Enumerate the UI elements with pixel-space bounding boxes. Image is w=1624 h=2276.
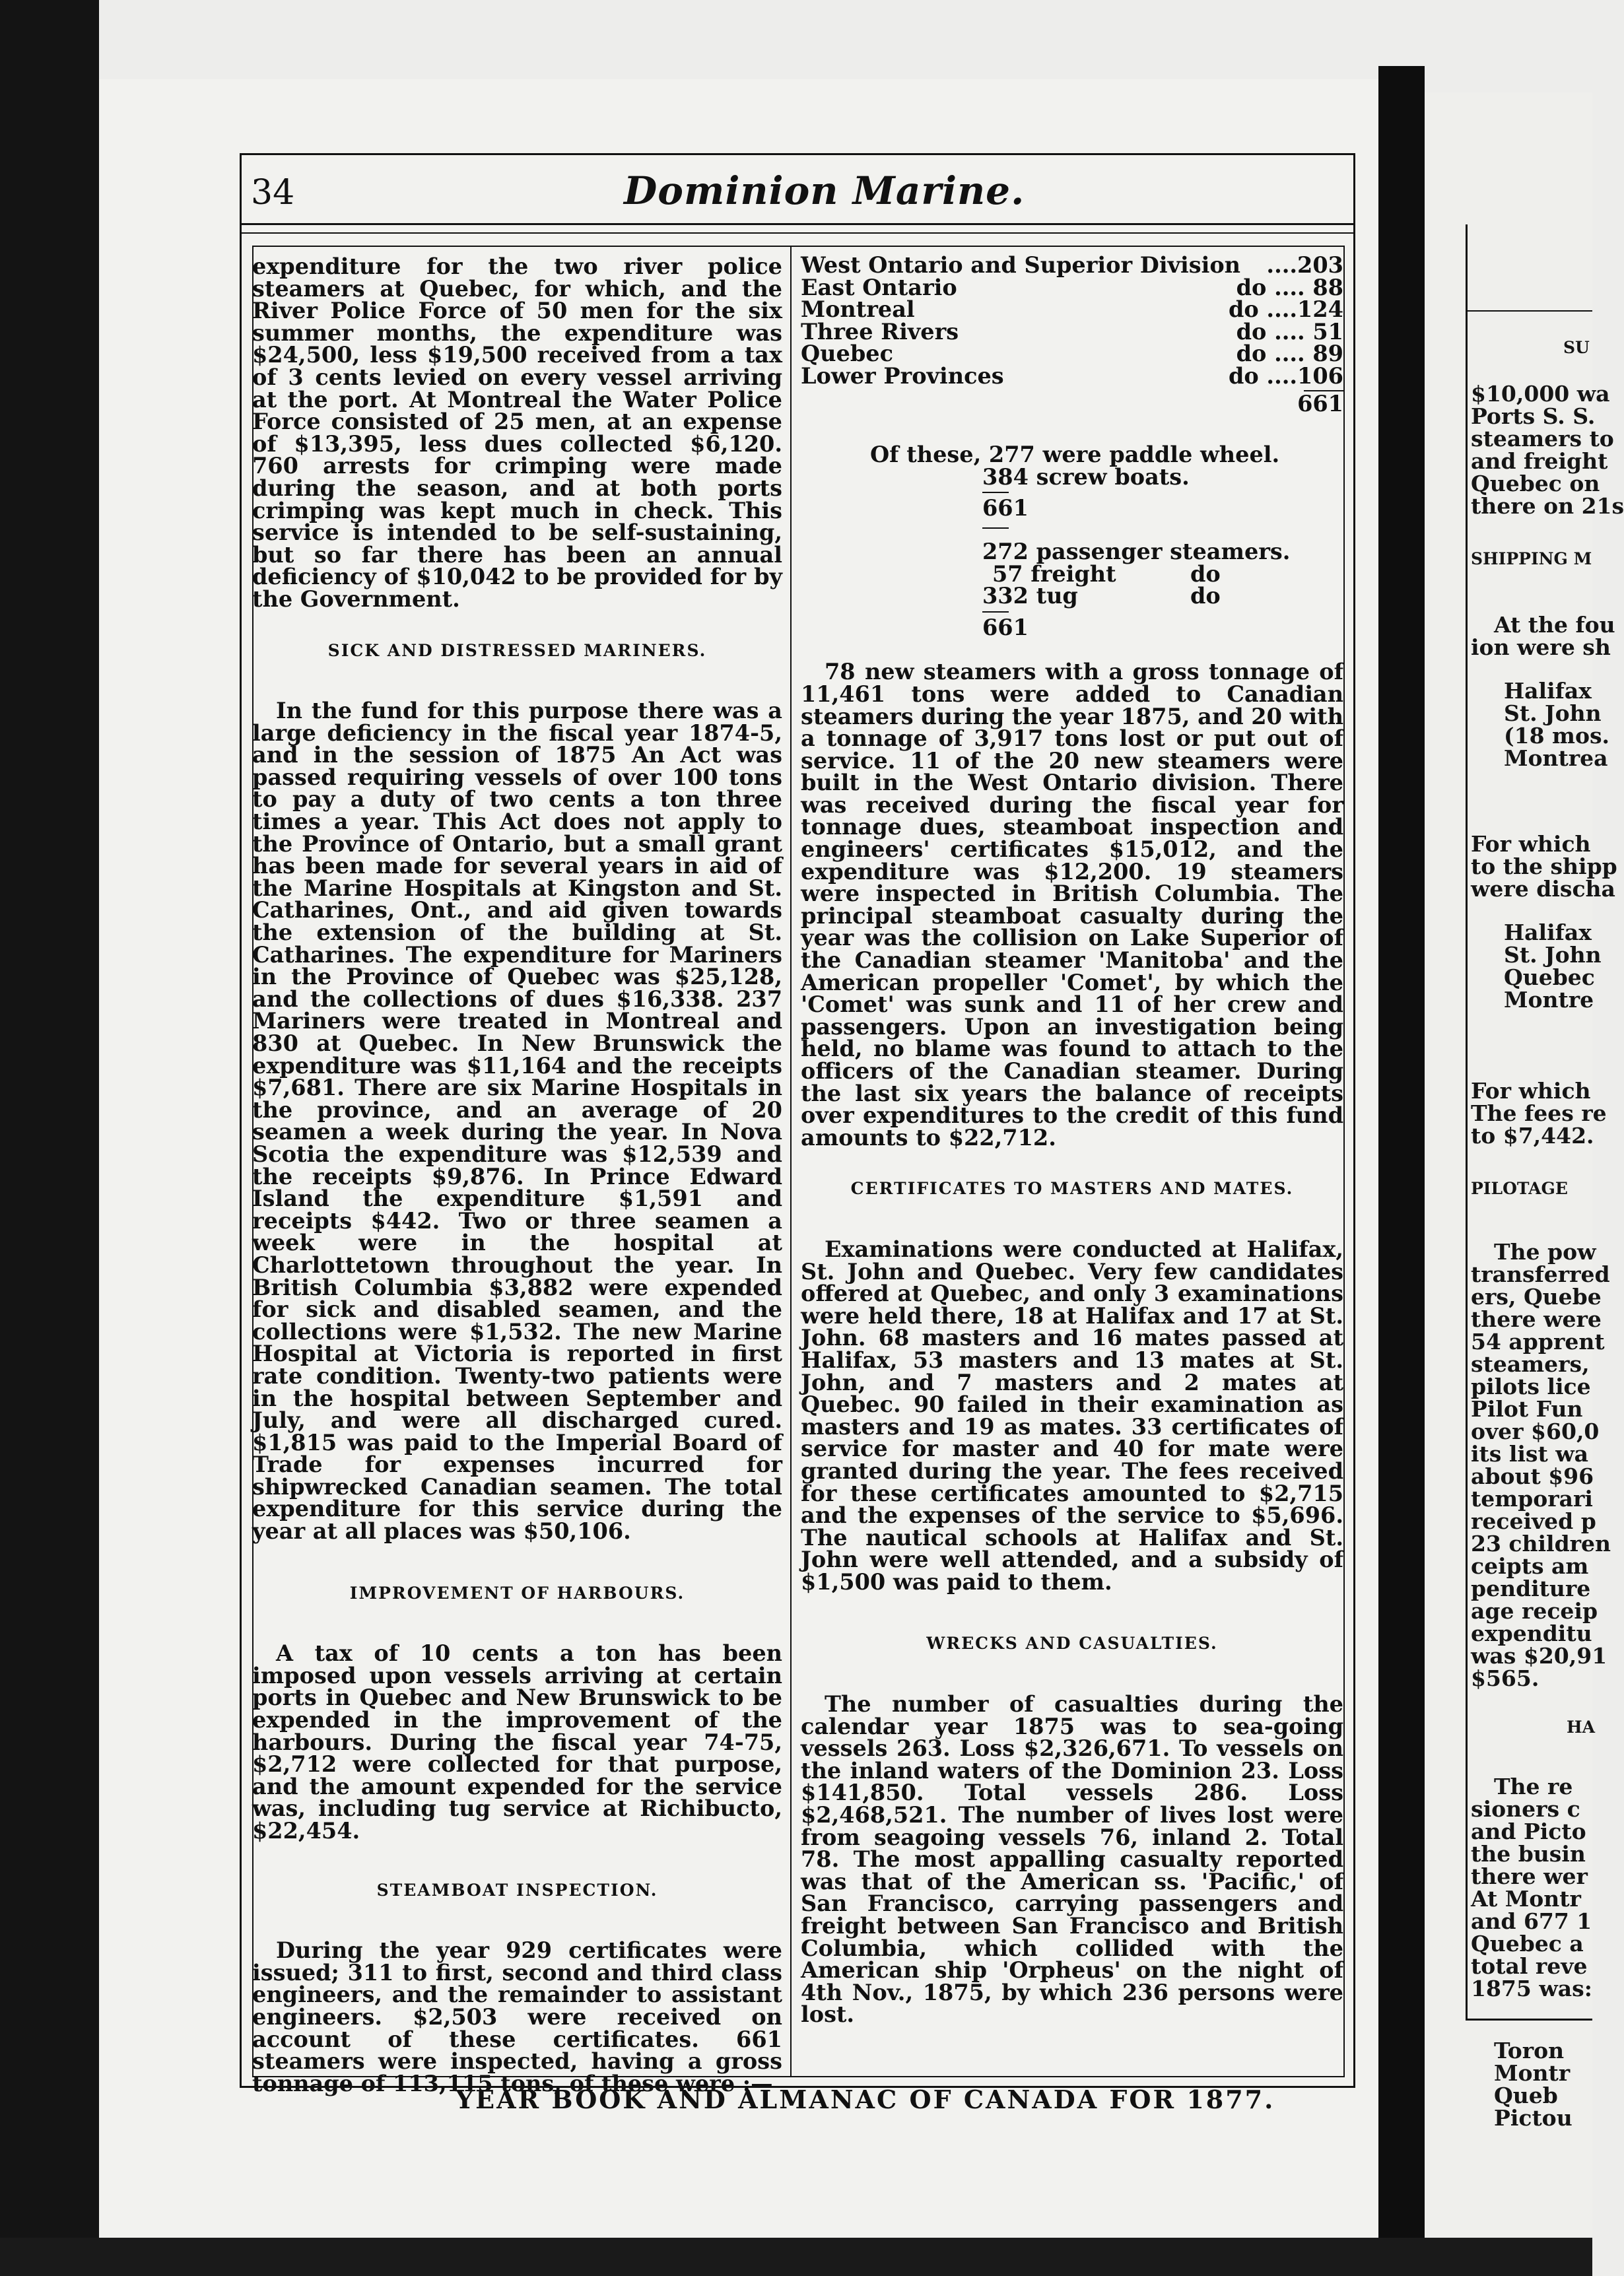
type-total: 661: [982, 614, 1029, 640]
next-page-text: pilots lice: [1471, 1374, 1591, 1399]
next-page-text: 54 apprent: [1471, 1329, 1605, 1355]
section-heading-harbours: IMPROVEMENT OF HARBOURS.: [349, 1583, 685, 1603]
next-page-text: Montrea: [1504, 745, 1608, 771]
next-page-text: total reve: [1471, 1953, 1588, 1979]
section-heading-sick-mariners: SICK AND DISTRESSED MARINERS.: [327, 640, 707, 660]
book-gutter: [1378, 66, 1425, 2238]
column-top-rule: [252, 246, 1345, 247]
division-name: West Ontario and Superior Division: [801, 252, 1241, 278]
next-page-text: The re: [1494, 1774, 1573, 1799]
next-page-text: the busin: [1471, 1841, 1586, 1867]
scan-left-border: [0, 0, 99, 2276]
next-page-text: Toron: [1494, 2038, 1565, 2063]
next-page-text: $565.: [1471, 1665, 1539, 1691]
next-page-text: At Montr: [1471, 1886, 1581, 1912]
next-page-text: SU: [1563, 338, 1590, 357]
scan-bottom-border: [0, 2238, 1592, 2276]
next-page-text: For which: [1471, 1078, 1591, 1104]
next-page-text: Ports S. S.: [1471, 403, 1596, 429]
next-page-text: to $7,442.: [1471, 1123, 1594, 1149]
next-page-text: temporari: [1471, 1486, 1593, 1512]
next-page-text: Montr: [1494, 2060, 1571, 2086]
column-right-rule: [1343, 246, 1345, 2077]
type-row: 272 passenger steamers.: [982, 538, 1291, 564]
next-page-text: Quebec on: [1471, 471, 1600, 496]
next-page-header-rule: [1466, 310, 1592, 312]
sum-rule: [982, 527, 1009, 529]
next-page-frame-rule: [1466, 224, 1468, 2020]
left-paragraph-harbours: A tax of 10 cents a ton has been imposed upon vessels arriving at certain ports in Quebec and New Brunswick to be expended in the improvement of the harbours. During the fiscal year 74-75, $2,712 were collected for that purpose, and the amount expended for the service was, including tug service at Richibucto, $22,454.: [252, 1640, 782, 1844]
division-count: .... 88: [1274, 274, 1343, 300]
left-paragraph-steamboat: During the year 929 certificates were issued; 311 to first, second and third class engineers, and the remainder to assistant engineers. $2,503 were received on account of these certificates. 661 steamers were inspected, having a gross tonnage of 113,115 tons, of these were :—: [252, 1937, 782, 2096]
next-page-text: there were: [1471, 1306, 1602, 1332]
frame-left-rule: [240, 153, 242, 2087]
next-page-text: steamers to: [1471, 426, 1614, 452]
sum-rule: [982, 492, 1009, 493]
next-page-edge: [1425, 92, 1624, 2238]
next-page-text: Halifax: [1504, 678, 1592, 704]
ditto-mark: do: [1236, 274, 1267, 300]
next-page-text: transferred: [1471, 1261, 1610, 1287]
running-title: Dominion Marine.: [624, 168, 1025, 213]
next-page-text: and 677 1: [1471, 1908, 1592, 1934]
division-total: 661: [1297, 390, 1343, 417]
type-row: [801, 585, 1343, 607]
division-row: [801, 254, 1343, 277]
next-page-text: ion were sh: [1471, 634, 1611, 660]
wheel-intro: Of these, 277 were paddle wheel.: [870, 442, 1280, 468]
ditto-mark: do: [1236, 341, 1267, 367]
column-divider: [790, 246, 792, 2077]
wheel-total: 661: [982, 495, 1029, 521]
next-page-text: Queb: [1494, 2083, 1558, 2108]
next-page-text: and Picto: [1471, 1819, 1586, 1844]
right-paragraph-examinations: Examinations were conducted at Halifax, St. John and Quebec. Very few candidates offered at Quebec, and only 3 examinations were held there, 18 at Halifax and 17 at St. John. 68 masters and 16 mates passed at Halifax, 53 masters and 13 mates at St. John, and 7 masters and 2 mates at Quebec. 90 failed in their examination as masters and 19 as mates. 33 certificates of service for master and 40 for mate were granted during the year. The fees received for these certificates amounted to $2,715 and the expenses of the service to $5,696. The nautical schools at Halifax and St. John were well attended, and a subsidy of $1,500 was paid to them.: [801, 1236, 1343, 1595]
next-page-text: over $60,0: [1471, 1419, 1600, 1444]
next-page-text: penditure: [1471, 1576, 1591, 1601]
next-page-text: St. John: [1504, 700, 1602, 726]
next-page-text: sioners c: [1471, 1796, 1580, 1822]
type-label: 332 tug: [982, 583, 1078, 609]
next-page-text: to the shipp: [1471, 854, 1617, 879]
right-paragraph-casualties: The number of casualties during the calendar year 1875 was to sea-going vessels 263. Loss $2,326,671. To vessels on the inland waters of the Dominion 23. Loss $141,850. Total vessels 286. Loss $2,468,521. The number of lives lost were from seagoing vessels 76, inland 2. Total 78. The most appalling casualty reported was that of the American ss. 'Pacific,' of San Francisco, carrying passengers and freight between San Francisco and British Columbia, which collided with the American ship 'Orpheus' on the night of 4th Nov., 1875, by which 236 persons were lost.: [801, 1691, 1343, 2028]
header-rule: [240, 223, 1355, 225]
division-name: Lower Provinces: [801, 362, 1004, 389]
right-column: [801, 254, 1343, 2026]
ditto-mark: do: [1190, 583, 1221, 609]
division-count: .... 89: [1274, 341, 1343, 367]
next-page-bottom-rule: [1466, 2019, 1592, 2021]
division-name: Quebec: [801, 341, 893, 367]
next-page-text: its list wa: [1471, 1441, 1589, 1467]
next-page-text: St. John: [1504, 942, 1602, 968]
division-row: [801, 318, 1343, 345]
next-page-text: age receip: [1471, 1598, 1598, 1624]
division-row: [801, 343, 1343, 365]
ditto-mark: do: [1228, 362, 1259, 389]
left-paragraph-police: expenditure for the two river police steamers at Quebec, for which, and the River Police Force of 50 men for the six summer months, the expenditure was $24,500, less $19,500 received from a tax of 3 cents levied on every vessel arriving at the port. At Montreal the Water Police Force consisted of 25 men, at an expense of $13,395, less dues collected $6,120. 760 arrests for crimping were made during the season, and at both ports crimping was kept much in check. This service is intended to be self-sustaining, but so far there has been an annual deficiency of $10,042 to be provided for by the Government.: [252, 253, 782, 612]
division-name: East Ontario: [801, 274, 957, 300]
next-page-text: and freight: [1471, 448, 1608, 474]
division-row: [801, 298, 1343, 321]
division-name: Three Rivers: [801, 318, 959, 345]
frame-top-rule: [240, 153, 1355, 155]
next-page-text: steamers,: [1471, 1351, 1590, 1377]
next-page-text: Pictou: [1494, 2105, 1573, 2131]
right-paragraph-new-steamers: 78 new steamers with a gross tonnage of 11,461 tons were added to Canadian steamers during the year 1875, and 20 with a tonnage of 3,917 tons lost or put out of service. 11 of the 20 new steamers were built in the West Ontario division. There was received during the fiscal year for tonnage dues, steamboat inspection and engineers' certificates $15,012, and the expenditure was $12,200. 19 steamers were inspected in British Columbia. The principal steamboat casualty during the year was the collision on Lake Superior of the Canadian steamer 'Manitoba' and the American propeller 'Comet', by which the 'Comet' was sunk and 11 of her crew and passengers. Upon an investigation being held, no blame was found to attach to the officers of the Canadian steamer. During the last six years the balance of receipts over expenditures to the credit of this fund amounts to $22,712.: [801, 659, 1343, 1151]
left-column: [252, 255, 782, 2094]
next-page-text: there on 21s: [1471, 493, 1624, 519]
division-row: [801, 274, 1343, 300]
next-page-text: ceipts am: [1471, 1553, 1589, 1579]
type-row: [801, 560, 1343, 587]
page-number: 34: [251, 173, 295, 213]
next-page-text: ers, Quebe: [1471, 1284, 1602, 1310]
section-heading-certificates: CERTIFICATES TO MASTERS AND MATES.: [850, 1179, 1294, 1199]
ditto-mark: do: [1236, 318, 1267, 345]
type-label: 57 freight: [992, 560, 1116, 587]
screw-boats: 384 screw boats.: [982, 463, 1190, 490]
next-page-text: The fees re: [1471, 1100, 1607, 1126]
next-page-text: For which: [1471, 831, 1591, 857]
next-page-text: expenditu: [1471, 1621, 1592, 1646]
next-page-text: Quebec a: [1471, 1931, 1584, 1957]
next-page-text: 23 children: [1471, 1531, 1611, 1556]
division-count: .... 51: [1274, 318, 1343, 345]
section-heading-wrecks: WRECKS AND CASUALTIES.: [926, 1634, 1218, 1654]
next-page-text: there wer: [1471, 1863, 1588, 1889]
page-footer: YEAR BOOK AND ALMANAC OF CANADA FOR 1877.: [456, 2085, 1275, 2114]
next-page-text: At the fou: [1494, 612, 1615, 638]
next-page-text: Quebec: [1504, 964, 1595, 990]
division-count: ....124: [1266, 296, 1343, 323]
division-count: ....203: [1266, 252, 1343, 278]
sum-rule: [982, 611, 1009, 613]
header-rule-thin: [240, 232, 1355, 234]
next-page-text: HA: [1567, 1718, 1596, 1737]
next-page-text: Montre: [1504, 987, 1594, 1013]
division-table: [801, 254, 1343, 415]
next-page-text: The pow: [1494, 1239, 1596, 1265]
next-page-text: Pilot Fun: [1471, 1396, 1583, 1422]
next-page-text: (18 mos.: [1504, 723, 1610, 749]
next-page-text: SHIPPING M: [1471, 549, 1592, 568]
ditto-mark: do: [1190, 560, 1221, 587]
division-name: Montreal: [801, 296, 915, 323]
frame-right-rule: [1353, 153, 1355, 2087]
next-page-text: about $96: [1471, 1463, 1594, 1489]
section-heading-steamboat-inspection: STEAMBOAT INSPECTION.: [376, 1880, 658, 1900]
next-page-text: $10,000 wa: [1471, 381, 1610, 407]
next-page-text: received p: [1471, 1508, 1596, 1534]
ditto-mark: do: [1228, 296, 1259, 323]
division-row: [801, 362, 1343, 389]
next-page-text: was $20,91: [1471, 1643, 1607, 1669]
next-page-text: were discha: [1471, 876, 1615, 902]
next-page-text: PILOTAGE: [1471, 1179, 1568, 1198]
division-count: ....106: [1266, 362, 1343, 389]
next-page-text: Halifax: [1504, 920, 1592, 945]
left-paragraph-mariners: In the fund for this purpose there was a large deficiency in the fiscal year 1874-5, and in the session of 1875 An Act was passed requiring vessels of over 100 tons to pay a duty of two cents a ton three times a year. This Act does not apply to the Province of Ontario, but a small grant has been made for several years in aid of the Marine Hospitals at Kingston and St. Catharines, Ont., and aid given towards the extension of the building at St. Catharines. The expenditure for Mariners in the Province of Quebec was $25,128, and the collections of dues $16,338. 237 Mariners were treated in Montreal and 830 at Quebec. In New Brunswick the expenditure was $11,164 and the receipts $7,681. There are six Marine Hospitals in the province, and an average of 20 seamen a week during the year. In Nova Scotia the expenditure was $12,539 and the receipts $9,876. In Prince Edward Island the expenditure $1,591 and receipts $442. Two or three seamen a week were in the hospital at Charlottetown throughout the year. In British Columbia $3,882 were expended for sick and disabled seamen, and the collections were $1,532. The new Marine Hospital at Victoria is reported in first rate condition. Twenty-two patients were in the hospital between September and July, and were all discharged cured. $1,815 was paid to the Imperial Board of Trade for expenses incurred for shipwrecked Canadian seamen. The total expenditure for this service during the year at all places was $50,106.: [252, 698, 782, 1545]
next-page-text: 1875 was:: [1471, 1976, 1592, 2001]
